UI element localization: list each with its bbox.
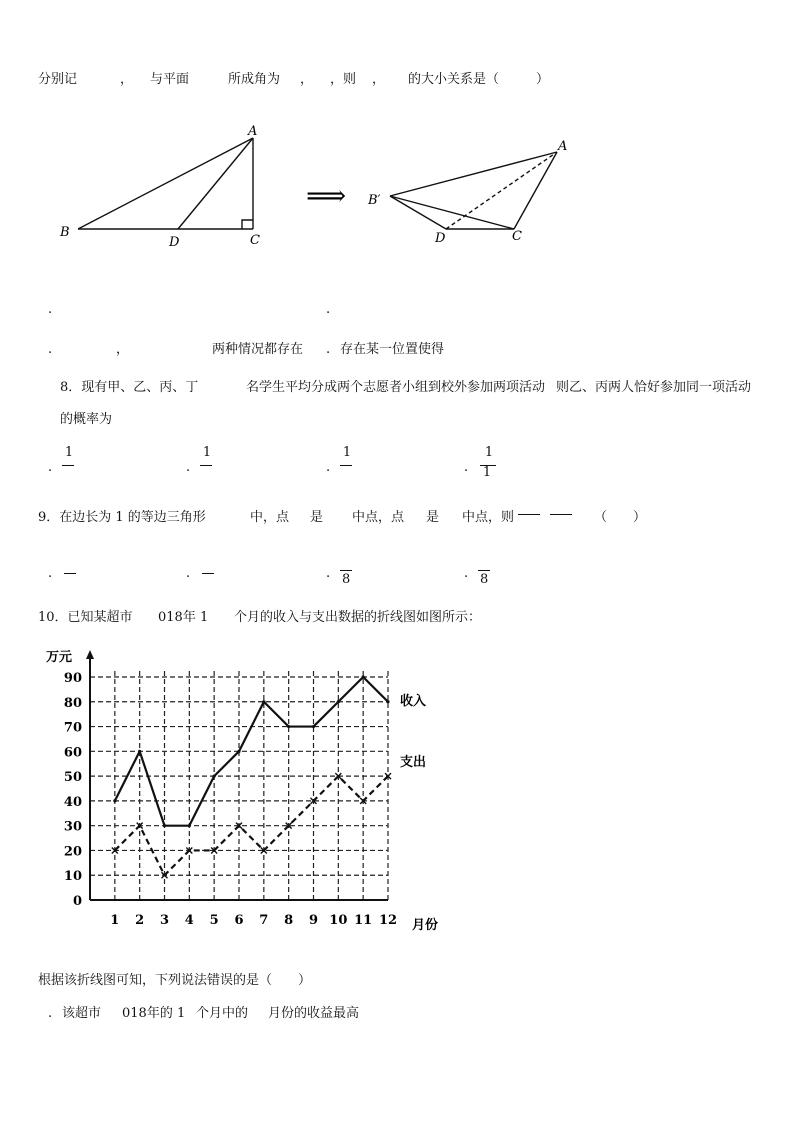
option-c-separator: ，	[116, 342, 130, 357]
series-label-expense: 支出	[400, 755, 427, 771]
data-point-income	[337, 700, 340, 703]
y-tick-label: 0	[72, 894, 82, 909]
q7-stem-text: ，则	[330, 72, 357, 87]
chart-series	[112, 675, 391, 878]
q8-option-d-fraction	[480, 445, 498, 480]
option-c-mark: .	[48, 342, 53, 357]
y-tick-label: 70	[63, 720, 82, 736]
x-tick-label: 11	[354, 913, 373, 928]
q10-option-a-mark: .	[48, 1006, 53, 1021]
q9-answer-paren: （ ）	[594, 510, 647, 525]
q8-option-b-fraction	[200, 446, 214, 460]
data-point-income	[113, 799, 116, 802]
q9-stem: 中点，则	[462, 510, 515, 525]
option-a-mark: .	[48, 302, 53, 317]
q9-option-b-mark: .	[186, 566, 191, 581]
q7-stem-text: ，	[372, 72, 386, 87]
q7-stem-text: 分别记	[38, 72, 78, 87]
q9-option-d-mark: .	[464, 566, 469, 581]
q9-stem: 是	[310, 510, 324, 525]
x-tick-label: 1	[110, 913, 120, 928]
q9-stem: 9．在边长为 1 的等边三角形	[38, 510, 206, 525]
fraction-numerator: 1	[484, 445, 494, 460]
vector-arrow-bar	[550, 514, 572, 515]
x-tick-label: 3	[159, 913, 170, 928]
q7-stem-text: ）	[536, 72, 550, 87]
y-tick-label: 60	[63, 745, 82, 761]
option-b-mark: .	[326, 302, 331, 317]
fraction-numerator: 1	[342, 445, 352, 460]
data-point-income	[287, 725, 290, 728]
q10-option-a-text: 月份的收益最高	[268, 1006, 360, 1021]
x-tick-label: 7	[259, 913, 269, 928]
label-a-folded: A	[558, 139, 568, 154]
fraction-bar	[340, 465, 352, 466]
data-point-income	[188, 824, 191, 827]
data-point-income	[362, 675, 365, 678]
y-tick-label: 50	[63, 770, 82, 786]
y-tick-label: 40	[63, 794, 82, 810]
q8-option-c-fraction	[340, 446, 354, 460]
data-point-income	[237, 750, 240, 753]
label-b-prime: B′	[368, 193, 381, 208]
q10-option-a-text: 个月中的	[196, 1006, 249, 1021]
q9-stem: 中点，点	[352, 510, 405, 525]
data-point-income	[163, 824, 166, 827]
label-d-folded: D	[435, 231, 446, 246]
option-d-text: 存在某一位置使得	[340, 342, 445, 357]
chart-axes	[86, 650, 388, 900]
right-angle-mark	[242, 220, 253, 229]
y-tick-label: 90	[63, 671, 82, 686]
label-d: D	[169, 235, 180, 250]
fraction-bar	[64, 573, 76, 574]
label-a: A	[248, 124, 258, 139]
x-axis-label: 月份	[412, 918, 439, 933]
q7-stem-text: 的大小关系是（	[408, 72, 500, 87]
x-tick-label: 9	[308, 913, 319, 928]
option-d-mark: .	[326, 342, 331, 357]
q7-stem-text: ，	[120, 72, 134, 87]
y-tick-label: 80	[63, 695, 82, 711]
q7-figure	[40, 118, 600, 258]
label-c-folded: C	[512, 229, 522, 244]
q8-option-b-mark: .	[186, 460, 191, 475]
fraction-denominator: 1	[482, 465, 492, 480]
x-tick-label: 2	[135, 913, 145, 928]
segment-ad	[178, 138, 253, 229]
data-point-income	[262, 700, 265, 703]
data-point-income	[213, 775, 216, 778]
segment-ca	[514, 152, 557, 229]
fraction-numerator: 1	[202, 445, 212, 460]
q10-option-a-text: 该超市	[62, 1006, 102, 1021]
q10-stem: 018年 1	[158, 610, 209, 625]
implies-arrow-icon: ⟹	[306, 179, 347, 212]
chart-grid	[90, 671, 388, 900]
segment-b-d	[390, 196, 446, 229]
q9-option-c-mark: .	[326, 566, 331, 581]
q10-option-a-text: 018年的 1	[122, 1006, 186, 1021]
label-c: C	[250, 233, 260, 248]
segment-ab	[78, 138, 253, 229]
data-point-income	[138, 750, 141, 753]
q10-question-text: 根据该折线图可知，下列说法错误的是（ ）	[38, 973, 312, 988]
q8-stem: 的概率为	[60, 412, 113, 427]
y-axis-label: 万元	[46, 650, 73, 665]
option-c-text: 两种情况都存在	[212, 342, 304, 357]
series-label-income: 收入	[400, 693, 427, 709]
fraction-denominator: 8	[342, 572, 351, 587]
folded-triangle-figure	[390, 152, 557, 229]
q8-stem: 则乙、丙两人恰好参加同一项活动	[556, 380, 752, 395]
y-tick-label: 20	[63, 844, 82, 860]
triangle-abc-figure	[78, 138, 253, 229]
fraction-numerator: 1	[64, 445, 74, 460]
q10-stem: 个月的收入与支出数据的折线图如图所示：	[234, 610, 482, 625]
y-tick-label: 30	[63, 819, 82, 835]
label-b: B	[60, 225, 70, 240]
segment-da-hidden	[446, 152, 557, 229]
y-axis-arrowhead	[86, 650, 94, 659]
data-point-income	[312, 725, 315, 728]
q8-stem: 名学生平均分成两个志愿者小组到校外参加两项活动	[246, 380, 546, 395]
fraction-denominator: 8	[480, 572, 489, 587]
q9-stem: 是	[426, 510, 440, 525]
fraction-bar	[478, 570, 490, 571]
fraction-bar	[202, 573, 214, 574]
fraction-bar	[200, 465, 212, 466]
q9-stem: 中，点	[250, 510, 290, 525]
q10-stem: 10．已知某超市	[38, 610, 133, 625]
q8-option-a-fraction	[62, 446, 76, 460]
x-tick-label: 8	[284, 913, 294, 928]
q8-option-d-mark: .	[464, 460, 469, 475]
q8-option-c-mark: .	[326, 460, 331, 475]
x-tick-label: 4	[184, 913, 194, 928]
q7-stem-text: ，	[300, 72, 314, 87]
y-tick-label: 10	[63, 869, 82, 885]
chart-ticks	[64, 671, 397, 928]
vector-arrow-bar	[518, 514, 540, 515]
income-expense-line-chart	[40, 645, 460, 945]
q7-stem-text: 与平面	[150, 72, 190, 87]
x-tick-label: 6	[234, 913, 244, 928]
data-point-income	[386, 700, 389, 703]
fraction-bar	[62, 465, 74, 466]
q7-stem-text: 所成角为	[228, 72, 281, 87]
x-tick-label: 5	[209, 913, 219, 928]
q8-stem: 8．现有甲、乙、丙、丁	[60, 380, 199, 395]
q9-option-a-mark: .	[48, 566, 53, 581]
segment-b-a	[390, 152, 557, 196]
fraction-bar	[340, 570, 352, 571]
x-tick-label: 10	[329, 913, 348, 928]
x-tick-label: 12	[378, 913, 398, 928]
q8-option-a-mark: .	[48, 460, 53, 475]
